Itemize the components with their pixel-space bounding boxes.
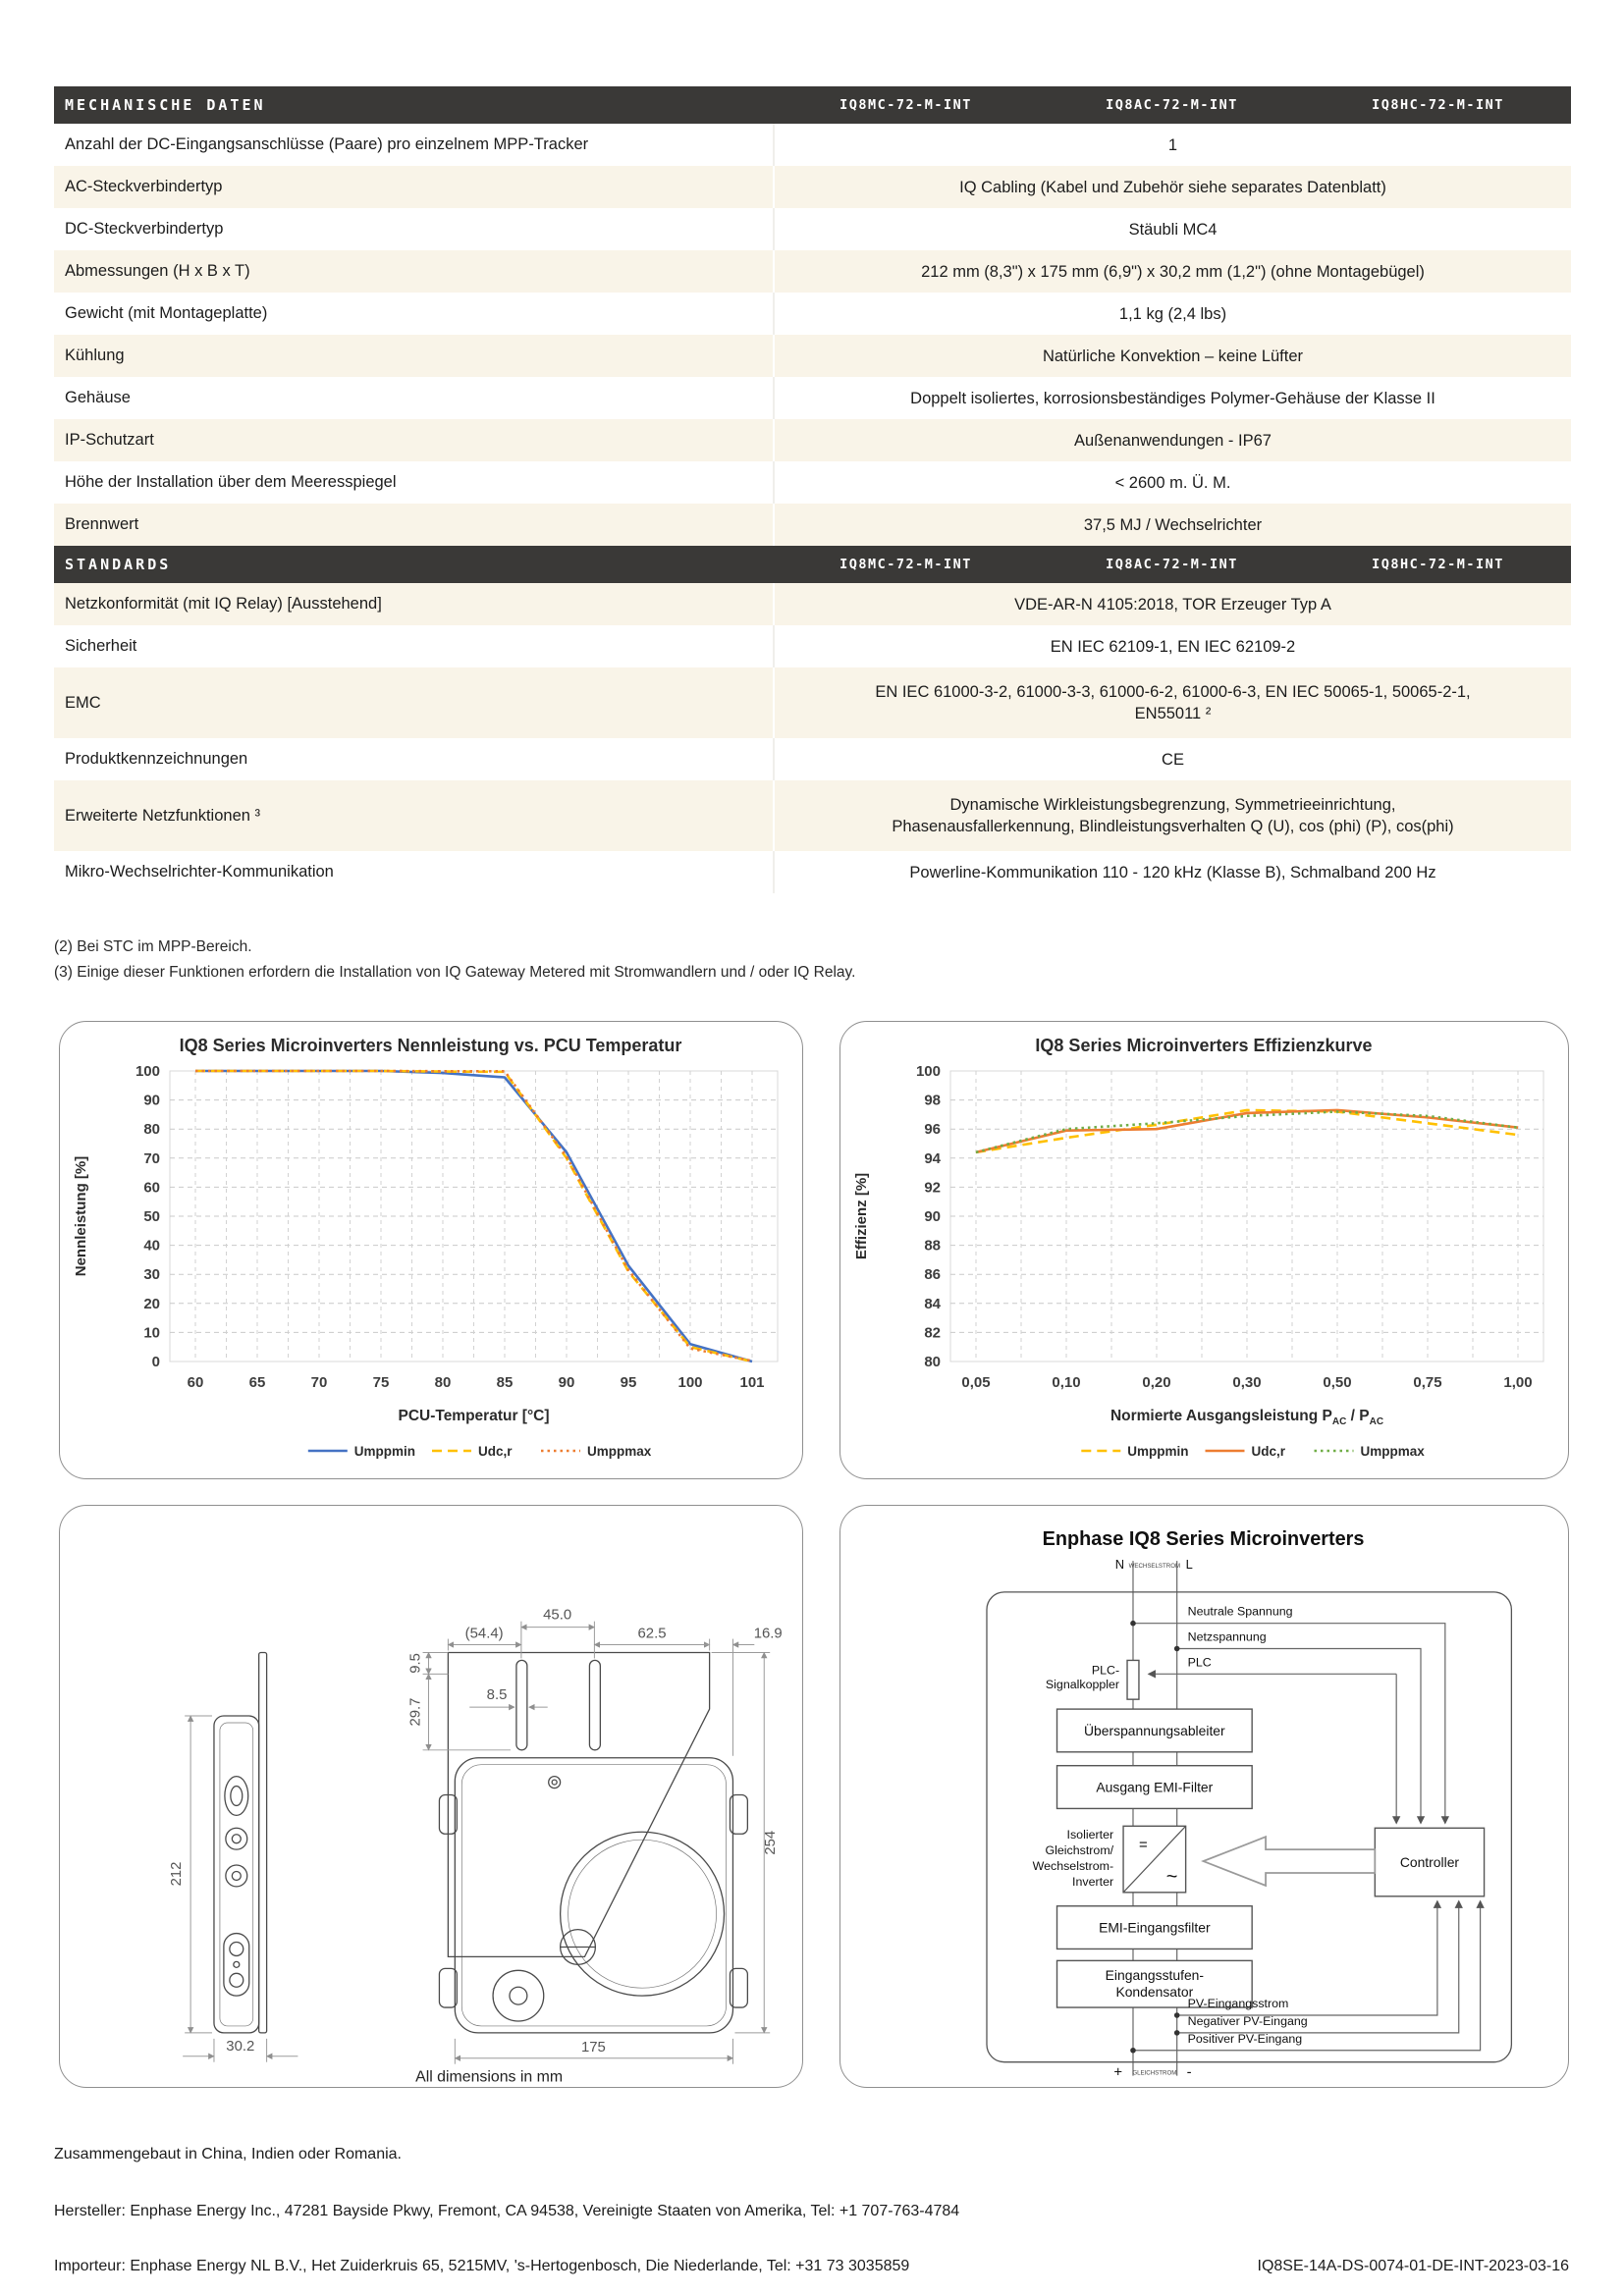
- inverter-label: Gleichstrom/: [1045, 1843, 1114, 1858]
- svg-text:Normierte Ausgangsleistung PAC: Normierte Ausgangsleistung $P_{AC} / P_{AC}$: [1110, 1408, 1384, 1427]
- side-view-outline: [214, 1652, 267, 2032]
- dc-label: GLEICHSTROM: [1132, 2069, 1177, 2077]
- surge-arrester-label: Überspannungsableiter: [1084, 1722, 1225, 1738]
- input-capacitor-label: Eingangsstufen-: [1105, 1967, 1205, 1984]
- dc-symbol: =: [1138, 1838, 1148, 1854]
- row-label: DC-Steckverbindertyp: [65, 220, 224, 238]
- table-row: [54, 124, 1571, 166]
- block-diagram-card: [839, 1505, 1569, 2088]
- dim-62-5: 62.5: [637, 1626, 667, 1642]
- input-capacitor-label: Kondensator: [1115, 1984, 1194, 2001]
- footnote: (3) Einige dieser Funktionen erfordern die Installation von IQ Gateway Metered mit Stromwandlern und / oder IQ Relay.: [54, 964, 856, 981]
- dc-plus-label: +: [1113, 2064, 1123, 2081]
- svg-text:80: 80: [143, 1121, 160, 1139]
- row-label: EMC: [65, 693, 101, 712]
- plc-coupler-label: PLC-: [1091, 1663, 1120, 1678]
- inverter-label: Inverter: [1072, 1874, 1114, 1889]
- neutral-voltage-label: Neutrale Spannung: [1187, 1604, 1293, 1619]
- svg-text:0,10: 0,10: [1052, 1374, 1081, 1391]
- dim-212: 212: [169, 1861, 186, 1887]
- grid-voltage-label: Netzspannung: [1187, 1629, 1267, 1644]
- plc-coupler-label: Signalkoppler: [1045, 1678, 1120, 1692]
- row-value: 1: [773, 124, 1571, 166]
- mech-table-header: [54, 86, 1571, 124]
- efficiency-curve-chart-card: [839, 1021, 1569, 1479]
- svg-text:80: 80: [434, 1374, 452, 1391]
- svg-text:101: 101: [739, 1374, 765, 1391]
- dimension-drawing-card: [59, 1505, 803, 2088]
- component-boxes: [1057, 1660, 1485, 2007]
- row-value: EN IEC 62109-1, EN IEC 62109-2: [773, 625, 1571, 667]
- row-value: Stäubli MC4: [773, 208, 1571, 250]
- row-label: Sicherheit: [65, 637, 137, 655]
- svg-text:30: 30: [143, 1266, 160, 1284]
- svg-text:86: 86: [924, 1266, 941, 1284]
- table-row: [54, 250, 1571, 293]
- dimension-labels: [169, 1608, 783, 2056]
- svg-text:90: 90: [143, 1092, 160, 1109]
- row-label: Kühlung: [65, 347, 125, 364]
- row-value: Natürliche Konvektion – keine Lüfter: [773, 335, 1571, 377]
- pv-negative-input-label: Negativer PV-Eingang: [1187, 2013, 1308, 2028]
- plc-coupler-box: [1127, 1660, 1139, 1699]
- svg-text:Nennleistung [%]: Nennleistung [%]: [73, 1155, 89, 1277]
- ac-symbol: ~: [1165, 1865, 1178, 1888]
- front-view-outline: [439, 1652, 747, 2032]
- svg-text:82: 82: [924, 1324, 941, 1342]
- table-row: [54, 625, 1571, 667]
- dim-175: 175: [580, 2039, 606, 2056]
- pv-input-current-label: PV-Eingangsstrom: [1187, 1997, 1289, 2011]
- row-value: EN IEC 61000-3-2, 61000-3-3, 61000-6-2, 61000-6-3, EN IEC 50065-1, 50065-2-1, EN55011 ²: [773, 667, 1571, 738]
- row-value: Dynamische Wirkleistungsbegrenzung, Symmetrieeinrichtung, Phasenausfallerkennung, Blindleistungsverhalten Q (U), cos (phi) (P), cos(phi): [773, 780, 1571, 851]
- svg-text:Umppmin: Umppmin: [1127, 1444, 1189, 1459]
- standards-table-title: STANDARDS: [65, 556, 172, 573]
- inverter-label: Wechselstrom-: [1032, 1858, 1114, 1873]
- svg-text:96: 96: [924, 1121, 941, 1139]
- svg-text:0,20: 0,20: [1142, 1374, 1171, 1391]
- neutral-terminal-label: N: [1114, 1557, 1125, 1573]
- model-column-header: IQ8HC-72-M-INT: [1372, 97, 1504, 113]
- row-value: 1,1 kg (2,4 lbs): [773, 293, 1571, 335]
- svg-text:20: 20: [143, 1295, 160, 1312]
- table-row: [54, 504, 1571, 546]
- importer-note: Importeur: Enphase Energy NL B.V., Het Zuiderkruis 65, 5215MV, 's-Hertogenbosch, Die Niederlande, Tel: +31 73 3035859: [54, 2258, 910, 2274]
- svg-text:Udc,r: Udc,r: [1251, 1444, 1286, 1459]
- row-value: Außenanwendungen - IP67: [773, 419, 1571, 461]
- power-vs-temperature-chart: [60, 1022, 801, 1477]
- row-label: Mikro-Wechselrichter-Kommunikation: [65, 863, 334, 881]
- svg-text:10: 10: [143, 1324, 160, 1342]
- svg-text:100: 100: [677, 1374, 703, 1391]
- pv-positive-input-label: Positiver PV-Eingang: [1187, 2031, 1303, 2046]
- svg-text:90: 90: [924, 1208, 941, 1225]
- dc-minus-label: -: [1186, 2064, 1192, 2081]
- svg-text:IQ8 Series Microinverters Effi: IQ8 Series Microinverters Effizienzkurve: [1035, 1036, 1373, 1055]
- row-value: 212 mm (8,3") x 175 mm (6,9") x 30,2 mm (1,2") (ohne Montagebügel): [773, 250, 1571, 293]
- dim-45: 45.0: [543, 1607, 572, 1624]
- svg-text:70: 70: [143, 1149, 160, 1167]
- svg-text:70: 70: [310, 1374, 328, 1391]
- svg-text:0,50: 0,50: [1323, 1374, 1352, 1391]
- row-label: Erweiterte Netzfunktionen ³: [65, 806, 261, 825]
- row-label: Produktkennzeichnungen: [65, 750, 248, 768]
- row-value: CE: [773, 738, 1571, 780]
- svg-text:88: 88: [924, 1237, 941, 1255]
- dim-8-5: 8.5: [486, 1687, 508, 1704]
- row-label: Gehäuse: [65, 389, 131, 406]
- svg-text:98: 98: [924, 1092, 941, 1109]
- svg-text:IQ8 Series Microinverters Nenn: IQ8 Series Microinverters Nennleistung vs. PCU Temperatur: [179, 1036, 682, 1055]
- line-terminal-label: L: [1185, 1557, 1193, 1573]
- row-value: Powerline-Kommunikation 110 - 120 kHz (Klasse B), Schmalband 200 Hz: [773, 851, 1571, 893]
- row-label: IP-Schutzart: [65, 431, 154, 449]
- row-value: IQ Cabling (Kabel und Zubehör siehe separates Datenblatt): [773, 166, 1571, 208]
- dim-16-9: 16.9: [753, 1626, 783, 1642]
- table-row: [54, 851, 1571, 893]
- output-emi-filter-label: Ausgang EMI-Filter: [1096, 1779, 1214, 1795]
- table-row: [54, 738, 1571, 780]
- svg-text:PCU-Temperatur [°C]: PCU-Temperatur [°C]: [398, 1408, 550, 1424]
- row-label: Gewicht (mit Montageplatte): [65, 304, 268, 322]
- svg-text:50: 50: [143, 1208, 160, 1225]
- table-row: [54, 377, 1571, 419]
- model-column-header: IQ8MC-72-M-INT: [839, 97, 972, 113]
- row-label: AC-Steckverbindertyp: [65, 178, 223, 195]
- svg-text:85: 85: [496, 1374, 514, 1391]
- dim-9-5: 9.5: [407, 1653, 424, 1674]
- svg-text:95: 95: [620, 1374, 637, 1391]
- svg-text:100: 100: [915, 1063, 941, 1080]
- svg-text:60: 60: [143, 1179, 160, 1197]
- svg-text:94: 94: [924, 1149, 941, 1167]
- row-value: Doppelt isoliertes, korrosionsbeständiges Polymer-Gehäuse der Klasse II: [773, 377, 1571, 419]
- table-row: [54, 667, 1571, 738]
- table-row: [54, 780, 1571, 851]
- standards-table-header: [54, 546, 1571, 583]
- table-row: [54, 208, 1571, 250]
- power-vs-temperature-chart-card: [59, 1021, 803, 1479]
- efficiency-curve-chart: [840, 1022, 1567, 1477]
- svg-text:90: 90: [558, 1374, 575, 1391]
- table-row: [54, 583, 1571, 625]
- model-column-header: IQ8AC-72-M-INT: [1106, 97, 1238, 113]
- svg-text:0,30: 0,30: [1232, 1374, 1262, 1391]
- svg-text:40: 40: [143, 1237, 160, 1255]
- mech-table-title: MECHANISCHE DATEN: [65, 96, 266, 114]
- dim-54-4: (54.4): [464, 1626, 504, 1642]
- plc-label: PLC: [1187, 1655, 1212, 1670]
- document-code: IQ8SE-14A-DS-0074-01-DE-INT-2023-03-16: [1257, 2258, 1569, 2274]
- row-label: Brennwert: [65, 515, 139, 533]
- dim-29-7: 29.7: [407, 1697, 424, 1727]
- svg-text:65: 65: [248, 1374, 266, 1391]
- svg-text:1,00: 1,00: [1503, 1374, 1533, 1391]
- table-row: [54, 461, 1571, 504]
- svg-text:Umppmax: Umppmax: [587, 1444, 652, 1459]
- dimensions-note: All dimensions in mm: [415, 2068, 564, 2086]
- table-row: [54, 166, 1571, 208]
- svg-text:Umppmax: Umppmax: [1360, 1444, 1425, 1459]
- model-column-header: IQ8MC-72-M-INT: [839, 557, 972, 572]
- row-label: Abmessungen (H x B x T): [65, 262, 250, 280]
- dim-254: 254: [763, 1830, 780, 1855]
- svg-text:Udc,r: Udc,r: [478, 1444, 513, 1459]
- row-label: Netzkonformität (mit IQ Relay) [Ausstehend]: [65, 595, 382, 613]
- inverter-label: Isolierter: [1066, 1828, 1114, 1842]
- table-row: [54, 293, 1571, 335]
- svg-text:84: 84: [924, 1295, 941, 1312]
- footnote: (2) Bei STC im MPP-Bereich.: [54, 938, 252, 955]
- table-row: [54, 335, 1571, 377]
- dim-30-2: 30.2: [226, 2038, 255, 2055]
- svg-text:Effizienz [%]: Effizienz [%]: [853, 1172, 870, 1260]
- svg-text:0,75: 0,75: [1413, 1374, 1442, 1391]
- table-row: [54, 419, 1571, 461]
- controller-label: Controller: [1399, 1854, 1460, 1871]
- svg-text:92: 92: [924, 1179, 941, 1197]
- row-value: VDE-AR-N 4105:2018, TOR Erzeuger Typ A: [773, 583, 1571, 625]
- row-value: 37,5 MJ / Wechselrichter: [773, 504, 1571, 546]
- manufacturer-note: Hersteller: Enphase Energy Inc., 47281 Bayside Pkwy, Fremont, CA 94538, Vereinigte Staaten von Amerika, Tel: +1 707-763-4784: [54, 2203, 960, 2219]
- svg-text:80: 80: [924, 1354, 941, 1370]
- block-diagram: [840, 1506, 1567, 2086]
- footnotes: [54, 934, 855, 986]
- model-column-header: IQ8AC-72-M-INT: [1106, 557, 1238, 572]
- svg-text:100: 100: [135, 1063, 160, 1080]
- spec-tables: [54, 86, 1571, 893]
- ac-label: WECHSELSTROM: [1128, 1563, 1181, 1571]
- svg-text:0: 0: [151, 1354, 160, 1370]
- row-value: < 2600 m. Ü. M.: [773, 461, 1571, 504]
- svg-text:60: 60: [187, 1374, 204, 1391]
- row-label: Höhe der Installation über dem Meeresspiegel: [65, 473, 397, 491]
- model-column-header: IQ8HC-72-M-INT: [1372, 557, 1504, 572]
- svg-text:75: 75: [372, 1374, 390, 1391]
- dimension-drawing: [60, 1506, 801, 2086]
- svg-text:Umppmin: Umppmin: [353, 1444, 416, 1459]
- assembly-note: Zusammengebaut in China, Indien oder Romania.: [54, 2146, 402, 2163]
- diagram-title: Enphase IQ8 Series Microinverters: [1042, 1528, 1365, 1551]
- svg-text:0,05: 0,05: [961, 1374, 991, 1391]
- input-emi-filter-label: EMI-Eingangsfilter: [1099, 1919, 1211, 1936]
- row-label: Anzahl der DC-Eingangsanschlüsse (Paare) pro einzelnem MPP-Tracker: [65, 135, 589, 153]
- controller-arrow: [1204, 1837, 1376, 1886]
